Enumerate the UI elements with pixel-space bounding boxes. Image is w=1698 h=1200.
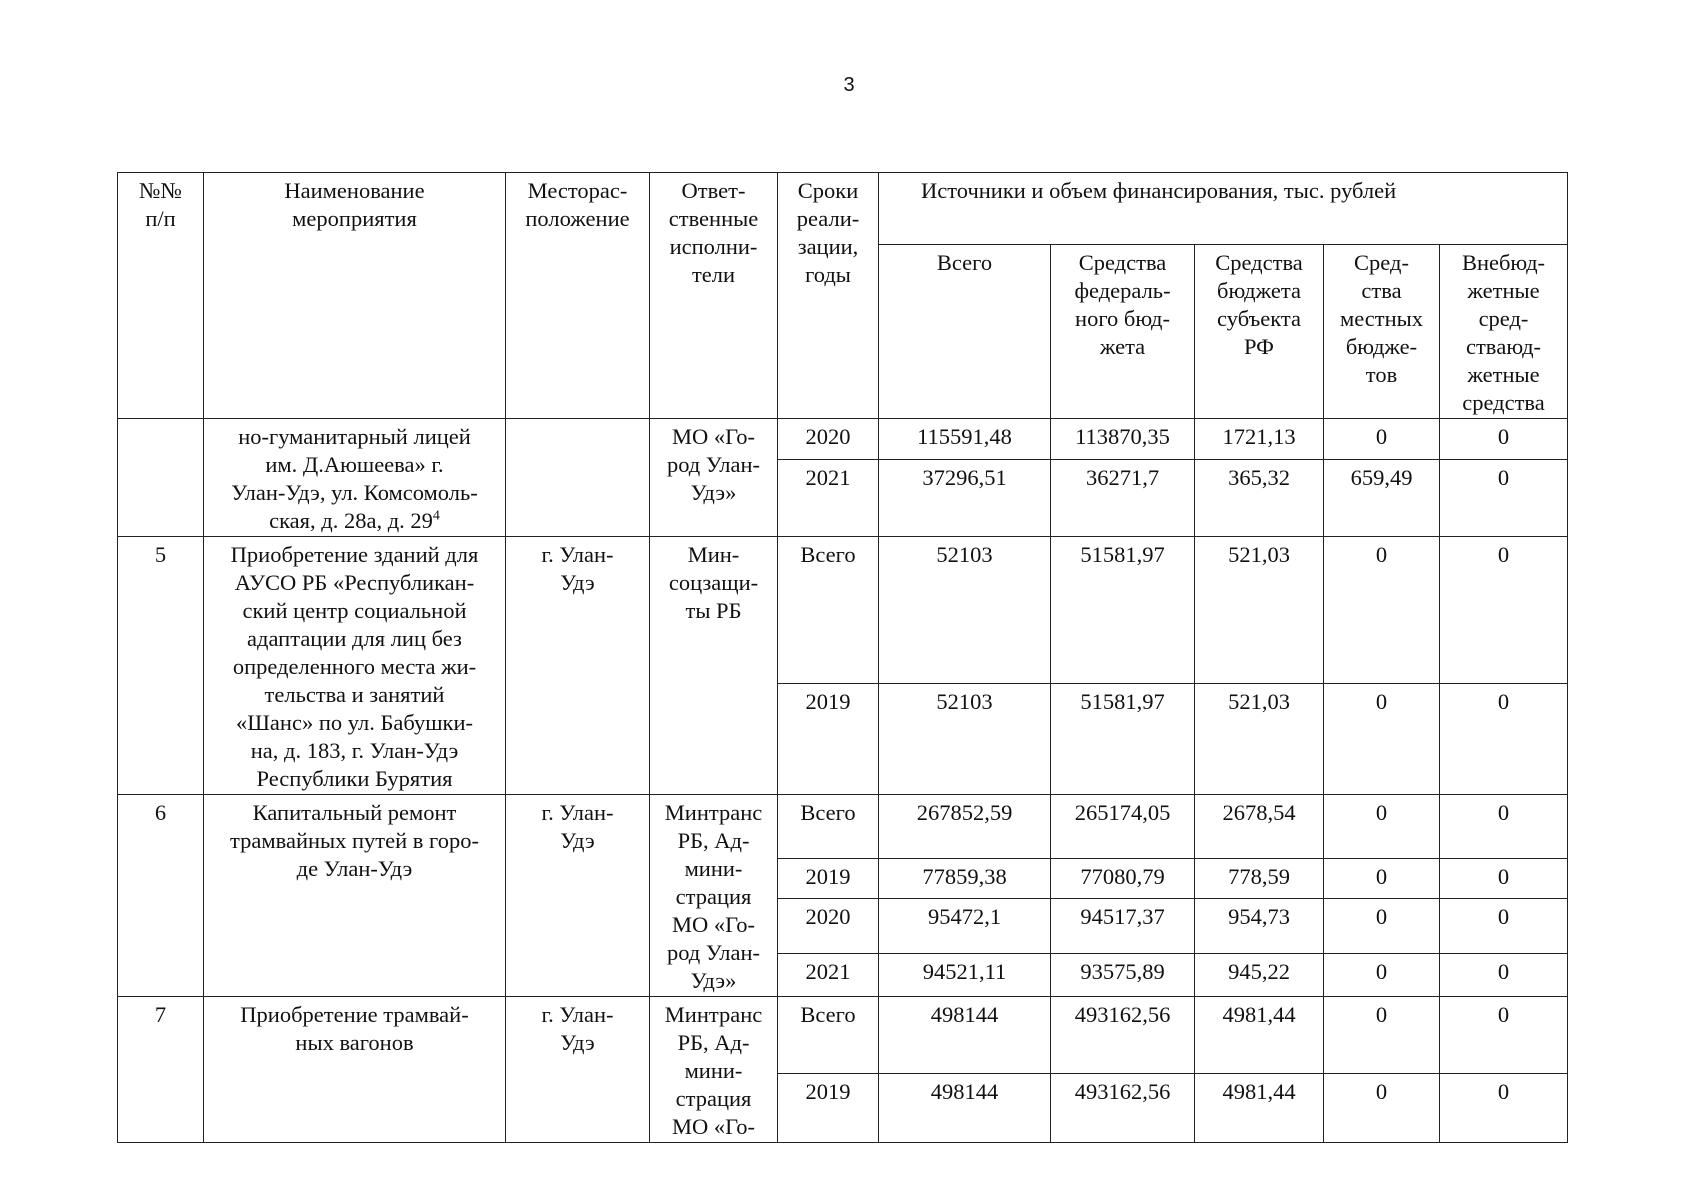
text-line: РФ <box>1244 334 1274 359</box>
text-line: ства <box>1361 278 1402 303</box>
text-line: реали- <box>796 206 860 231</box>
value-federal: 51581,97 <box>1051 537 1195 684</box>
value-local: 0 <box>1324 537 1440 684</box>
value-extra: 0 <box>1440 1074 1568 1143</box>
row-number: 6 <box>118 795 204 997</box>
financing-table <box>117 172 1568 1143</box>
text-line: годы <box>805 262 851 287</box>
value-subject: 521,03 <box>1195 537 1324 684</box>
table-row <box>118 997 1568 1074</box>
value-local: 0 <box>1324 795 1440 859</box>
event-name <box>204 795 506 997</box>
text-line: де Улан-Удэ <box>296 856 413 881</box>
text-line: Наименование <box>284 178 425 203</box>
header-number <box>118 173 204 419</box>
period: Всего <box>778 997 879 1074</box>
responsible <box>650 997 778 1143</box>
table-row <box>118 537 1568 684</box>
value-total: 267852,59 <box>879 795 1051 859</box>
value-subject: 954,73 <box>1195 898 1324 953</box>
value-extra: 0 <box>1440 997 1568 1074</box>
period: 2021 <box>778 459 879 536</box>
value-federal: 113870,35 <box>1051 419 1195 460</box>
text-line: жетные <box>1467 278 1540 303</box>
text-line: Удэ <box>560 1030 595 1055</box>
header-total <box>879 245 1051 419</box>
value-local: 659,49 <box>1324 459 1440 536</box>
period: 2019 <box>778 1074 879 1143</box>
location <box>506 537 650 795</box>
text-line: но-гуманитарный лицей <box>238 424 471 449</box>
period: Всего <box>778 537 879 684</box>
value-local: 0 <box>1324 1074 1440 1143</box>
value-federal: 93575,89 <box>1051 953 1195 996</box>
text-line: Приобретение зданий для <box>230 542 479 567</box>
text-line: Удэ <box>560 570 595 595</box>
text-line: РБ, Ад- <box>677 1030 750 1055</box>
text-line: Внебюд- <box>1461 250 1546 275</box>
event-name <box>204 997 506 1143</box>
value-extra: 0 <box>1440 858 1568 898</box>
value-total: 77859,38 <box>879 858 1051 898</box>
text-line: Минтранс <box>664 800 763 825</box>
value-federal: 94517,37 <box>1051 898 1195 953</box>
text-line: Приобретение трамвай- <box>240 1002 469 1027</box>
text-line: ственные <box>668 206 759 231</box>
text-line: определенного места жи- <box>232 654 477 679</box>
text-line: ты РБ <box>685 598 742 623</box>
text-line: Удэ» <box>690 968 737 993</box>
text-line: г. Улан- <box>541 800 614 825</box>
text-line: род Улан- <box>666 940 761 965</box>
responsible <box>650 419 778 537</box>
period: 2020 <box>778 898 879 953</box>
text-line: ский центр социальной <box>242 598 467 623</box>
value-subject: 2678,54 <box>1195 795 1324 859</box>
value-extra: 0 <box>1440 898 1568 953</box>
table-row <box>118 795 1568 859</box>
text-line: адаптации для лиц без <box>247 626 462 651</box>
text-line: на, д. 183, г. Улан-Удэ <box>250 738 459 763</box>
value-subject: 365,32 <box>1195 459 1324 536</box>
text-line: сред- <box>1478 306 1529 331</box>
value-total: 95472,1 <box>879 898 1051 953</box>
text-line: зации, <box>797 234 859 259</box>
value-federal: 265174,05 <box>1051 795 1195 859</box>
text-line: Месторас- <box>527 178 628 203</box>
value-subject: 4981,44 <box>1195 1074 1324 1143</box>
value-extra: 0 <box>1440 537 1568 684</box>
text-line: федераль- <box>1074 278 1171 303</box>
value-federal: 493162,56 <box>1051 997 1195 1074</box>
value-local: 0 <box>1324 997 1440 1074</box>
text-line: жета <box>1099 334 1146 359</box>
row-number: 5 <box>118 537 204 795</box>
value-total: 498144 <box>879 997 1051 1074</box>
text-line: бюджета <box>1217 278 1301 303</box>
text-line: Удэ» <box>690 480 737 505</box>
row-number: 7 <box>118 997 204 1143</box>
text-line: средства <box>1462 390 1545 415</box>
text-line: местных <box>1339 306 1423 331</box>
text-line: мини- <box>684 856 743 881</box>
header-location <box>506 173 650 419</box>
header-financing: Источники и объем финансирования, тыс. рублей <box>879 173 1568 245</box>
value-total: 498144 <box>879 1074 1051 1143</box>
text-line: мини- <box>684 1058 743 1083</box>
text-line: страция <box>675 1086 752 1111</box>
text-line: ская, д. 28а, д. $29^4$ <box>269 508 440 533</box>
value-subject: 521,03 <box>1195 684 1324 795</box>
text-line: Сроки <box>797 178 859 203</box>
value-local: 0 <box>1324 898 1440 953</box>
text-line: бюдже- <box>1345 334 1418 359</box>
value-extra: 0 <box>1440 953 1568 996</box>
header-federal <box>1051 245 1195 419</box>
text-line: им. Д.Аюшеева» г. <box>265 452 444 477</box>
location <box>506 795 650 997</box>
text-line: Ответ- <box>681 178 746 203</box>
header-local <box>1324 245 1440 419</box>
responsible <box>650 537 778 795</box>
value-federal: 493162,56 <box>1051 1074 1195 1143</box>
value-total: 52103 <box>879 684 1051 795</box>
text-line: п/п <box>145 206 176 231</box>
text-line: МО «Го- <box>672 912 755 937</box>
header-extra <box>1440 245 1568 419</box>
value-total: 115591,48 <box>879 419 1051 460</box>
value-local: 0 <box>1324 858 1440 898</box>
header-period <box>778 173 879 419</box>
text-line: ствaюд- <box>1465 334 1542 359</box>
value-local: 0 <box>1324 419 1440 460</box>
text-line: положение <box>525 206 630 231</box>
header-subject <box>1195 245 1324 419</box>
header-row-1 <box>118 173 1568 245</box>
value-total: 52103 <box>879 537 1051 684</box>
text-line: Удэ <box>560 828 595 853</box>
text-line: трамвайных путей в горо- <box>230 828 479 853</box>
text-line: Республики Бурятия <box>256 766 453 791</box>
period: 2019 <box>778 858 879 898</box>
text-line: РБ, Ад- <box>677 828 750 853</box>
text-line: «Шанс» по ул. Бабушки- <box>235 710 474 735</box>
period: 2020 <box>778 419 879 460</box>
value-total: 94521,11 <box>879 953 1051 996</box>
text-line: Средства <box>1215 250 1303 275</box>
location <box>506 419 650 537</box>
text-line: тельства и занятий <box>264 682 445 707</box>
text-line: г. Улан- <box>541 542 614 567</box>
text-line: Всего <box>936 250 993 275</box>
value-subject: 1721,13 <box>1195 419 1324 460</box>
event-name <box>204 537 506 795</box>
text-line: тов <box>1365 362 1398 387</box>
text-line: Минтранс <box>664 1002 763 1027</box>
text-line: Улан-Удэ, ул. Комсомоль- <box>231 480 478 505</box>
text-line: Средства <box>1078 250 1167 275</box>
header-name <box>204 173 506 419</box>
text-line: Сред- <box>1354 250 1409 275</box>
value-extra: 0 <box>1440 795 1568 859</box>
value-federal: 77080,79 <box>1051 858 1195 898</box>
text-line: тели <box>691 262 736 287</box>
value-extra: 0 <box>1440 459 1568 536</box>
text-line: Мин- <box>687 542 740 567</box>
text-line: исполни- <box>669 234 758 259</box>
text-line: МО «Го- <box>672 1114 755 1139</box>
value-extra: 0 <box>1440 419 1568 460</box>
table-row <box>118 419 1568 460</box>
value-local: 0 <box>1324 684 1440 795</box>
text-line: субъекта <box>1217 306 1301 331</box>
page-number: 3 <box>843 74 855 96</box>
text-line: жетные <box>1467 362 1540 387</box>
value-subject: 4981,44 <box>1195 997 1324 1074</box>
row-number <box>118 419 204 537</box>
text-line: ных вагонов <box>295 1030 414 1055</box>
text-line: №№ <box>139 178 182 203</box>
value-extra: 0 <box>1440 684 1568 795</box>
text-line: Капитальный ремонт <box>252 800 457 825</box>
text-line: мероприятия <box>292 206 417 231</box>
header-responsible <box>650 173 778 419</box>
value-federal: 51581,97 <box>1051 684 1195 795</box>
text-line: страция <box>675 884 752 909</box>
value-subject: 945,22 <box>1195 953 1324 996</box>
location <box>506 997 650 1143</box>
period: Всего <box>778 795 879 859</box>
value-subject: 778,59 <box>1195 858 1324 898</box>
value-local: 0 <box>1324 953 1440 996</box>
value-total: 37296,51 <box>879 459 1051 536</box>
text-line: МО «Го- <box>672 424 755 449</box>
responsible <box>650 795 778 997</box>
value-federal: 36271,7 <box>1051 459 1195 536</box>
text-line: АУСО РБ «Республикан- <box>234 570 475 595</box>
text-line: ного бюд- <box>1075 306 1170 331</box>
event-name <box>204 419 506 537</box>
period: 2019 <box>778 684 879 795</box>
text-line: г. Улан- <box>541 1002 614 1027</box>
text-line: соцзащи- <box>668 570 759 595</box>
text-line: род Улан- <box>666 452 761 477</box>
footnote-marker: 4 <box>432 508 440 524</box>
period: 2021 <box>778 953 879 996</box>
